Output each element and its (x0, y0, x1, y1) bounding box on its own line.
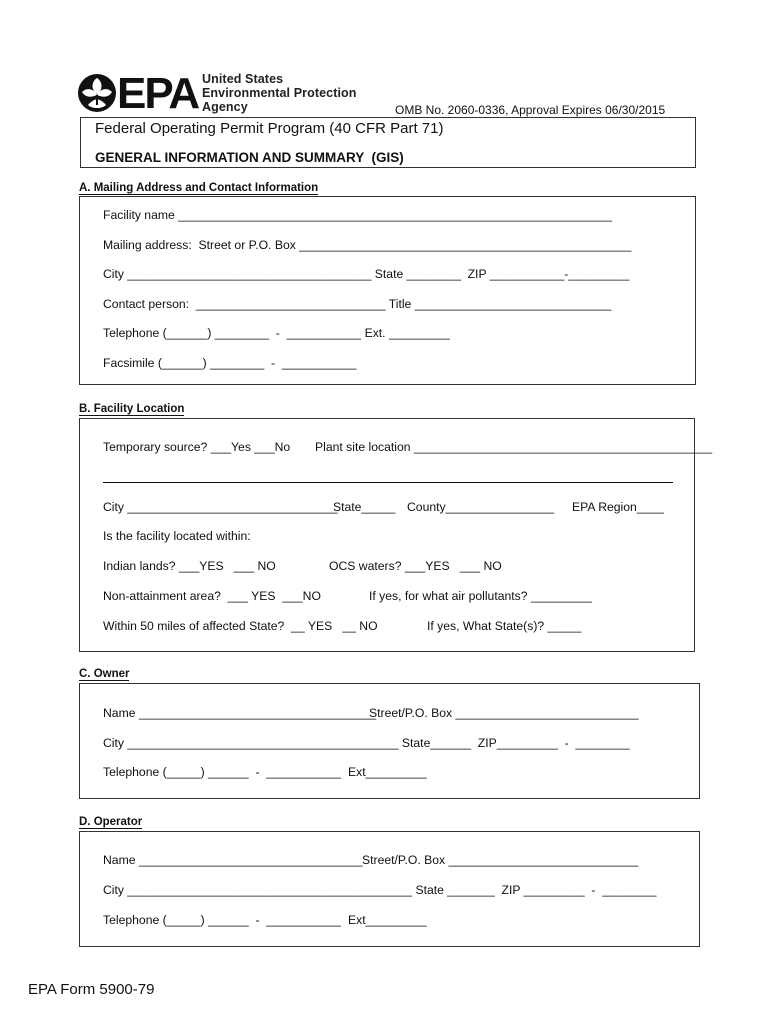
form-title: GENERAL INFORMATION AND SUMMARY (GIS) (95, 150, 404, 165)
program-title: Federal Operating Permit Program (40 CFR Part 71) (95, 120, 444, 137)
operator-telephone-field[interactable]: Telephone (_____) ______ - ___________ (103, 913, 341, 927)
owner-ext-field[interactable]: Ext_________ (348, 765, 427, 779)
plant-site-location-line2[interactable] (103, 482, 673, 483)
air-pollutants-field[interactable]: If yes, for what air pollutants? _________ (369, 589, 592, 603)
plant-site-location-field[interactable]: Plant site location ____________________________________________ (315, 440, 713, 454)
operator-ext-field[interactable]: Ext_________ (348, 913, 427, 927)
owner-telephone-field[interactable]: Telephone (_____) ______ - ___________ (103, 765, 341, 779)
owner-street-field[interactable]: Street/P.O. Box ___________________________ (369, 706, 639, 720)
agency-name-line3: Agency (202, 100, 248, 114)
contact-person-field[interactable]: Contact person: ____________________________ Title _____________________________ (103, 297, 612, 311)
section-b-heading: B. Facility Location (79, 403, 185, 415)
facility-state-field[interactable]: State_____ (333, 500, 396, 514)
omb-number: OMB No. 2060-0336, Approval Expires 06/30/2015 (395, 103, 666, 117)
owner-name-field[interactable]: Name ___________________________________ (103, 706, 377, 720)
facility-city-field[interactable]: City _______________________________ (103, 500, 338, 514)
section-a-heading: A. Mailing Address and Contact Information (79, 182, 319, 194)
form-number: EPA Form 5900-79 (28, 981, 155, 998)
epa-logo-letters: EPA (117, 69, 199, 118)
owner-city-state-zip-field[interactable]: City ________________________________________ State______ ZIP_________ - ________ (103, 736, 630, 750)
mailing-address-field[interactable]: Mailing address: Street or P.O. Box _________________________________________________ (103, 238, 632, 252)
temporary-source-field[interactable]: Temporary source? ___Yes ___No (103, 440, 291, 454)
operator-name-field[interactable]: Name _________________________________ (103, 853, 363, 867)
agency-name-line2: Environmental Protection (202, 86, 357, 100)
ocs-waters-field[interactable]: OCS waters? ___YES ___ NO (329, 559, 502, 573)
epa-flower-icon (77, 72, 117, 114)
telephone-field[interactable]: Telephone (______) ________ - ___________ Ext. _________ (103, 326, 450, 340)
operator-city-state-zip-field[interactable]: City __________________________________________ State _______ ZIP _________ - ________ (103, 883, 657, 897)
within-50-miles-field[interactable]: Within 50 miles of affected State? __ YES __ NO (103, 619, 378, 633)
indian-lands-field[interactable]: Indian lands? ___YES ___ NO (103, 559, 276, 573)
facility-name-field[interactable]: Facility name ________________________________________________________________ (103, 208, 612, 222)
non-attainment-field[interactable]: Non-attainment area? ___ YES ___NO (103, 589, 321, 603)
epa-region-field[interactable]: EPA Region____ (572, 500, 664, 514)
facsimile-field[interactable]: Facsimile (______) ________ - ___________ (103, 356, 357, 370)
agency-name-line1: United States (202, 72, 284, 86)
located-within-label: Is the facility located within: (103, 529, 251, 543)
mailing-city-state-zip-field[interactable]: City ____________________________________ State ________ ZIP ___________-_________ (103, 267, 630, 281)
section-c-heading: C. Owner (79, 668, 130, 680)
section-d-heading: D. Operator (79, 816, 143, 828)
facility-county-field[interactable]: County________________ (407, 500, 555, 514)
affected-states-field[interactable]: If yes, What State(s)? _____ (427, 619, 582, 633)
operator-street-field[interactable]: Street/P.O. Box ____________________________ (362, 853, 639, 867)
